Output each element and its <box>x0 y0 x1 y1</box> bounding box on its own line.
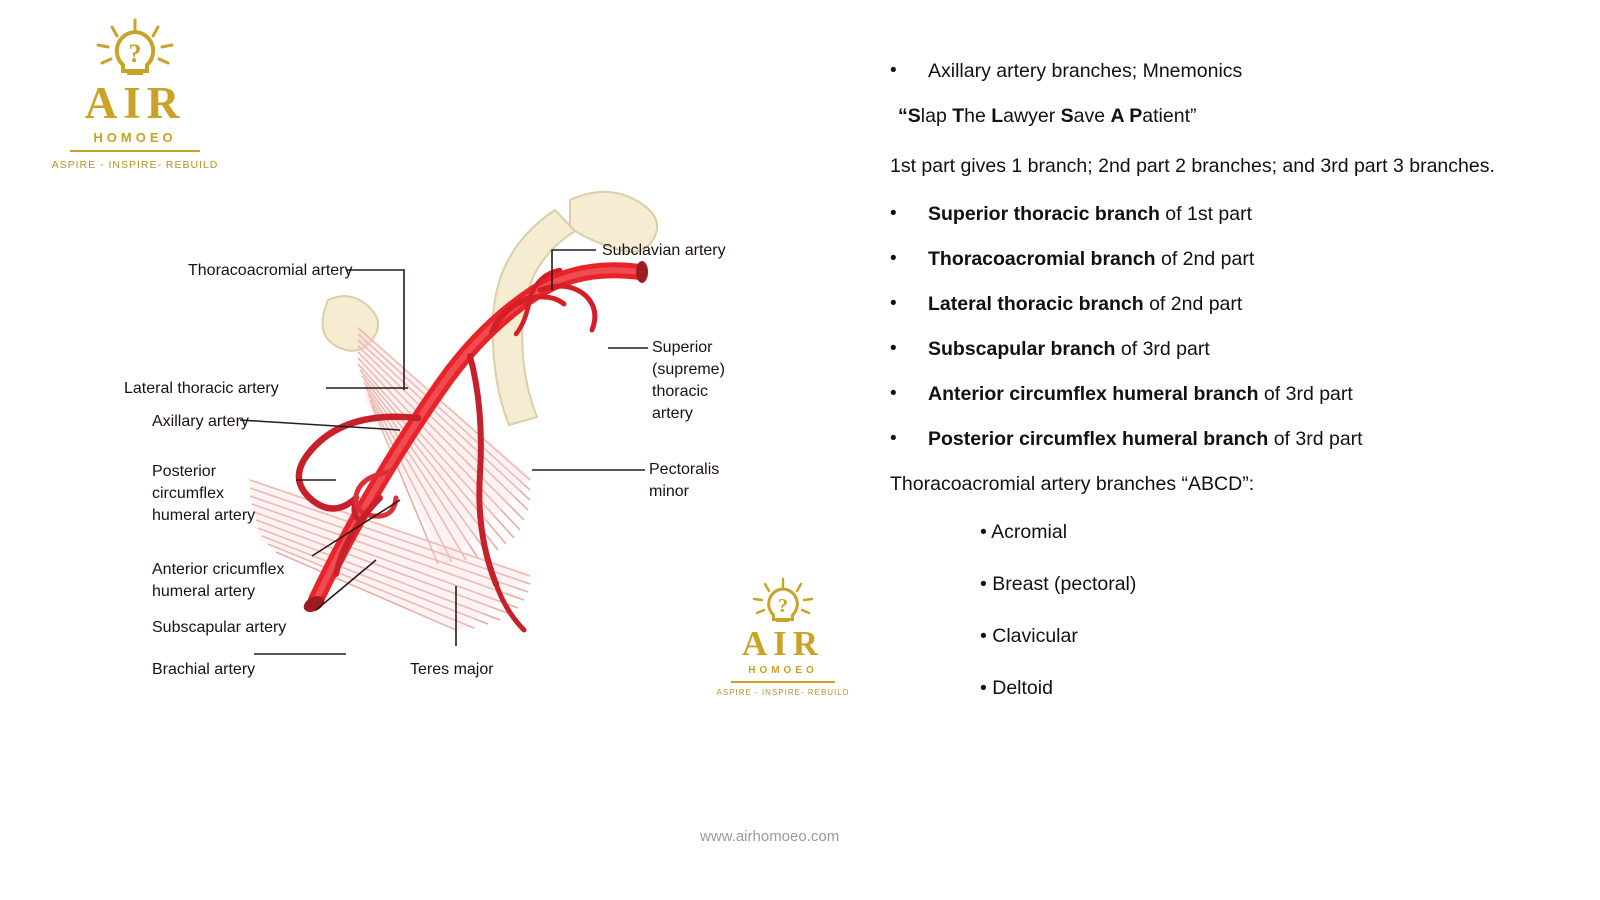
svg-text:?: ? <box>778 595 788 617</box>
svg-text:?: ? <box>128 39 142 68</box>
label-superior-thoracic-4: artery <box>652 405 693 422</box>
label-subclavian: Subclavian artery <box>602 242 726 259</box>
parts-line: 1st part gives 1 branch; 2nd part 2 branches; and 3rd part 3 branches. <box>890 155 1495 177</box>
label-superior-thoracic-1: Superior <box>652 339 713 356</box>
branch-part: of 3rd part <box>1258 383 1353 405</box>
label-thoracoacromial: Thoracoacromial artery <box>188 262 353 279</box>
label-axillary: Axillary artery <box>152 413 249 430</box>
notes-panel <box>890 58 1560 727</box>
label-brachial: Brachial artery <box>152 661 256 678</box>
branch-part: of 3rd part <box>1115 338 1210 360</box>
abcd-label: Deltoid <box>992 677 1053 699</box>
logo-tagline: ASPIRE - INSPIRE- REBUILD <box>51 159 219 171</box>
branch-name: Anterior circumflex humeral branch <box>928 383 1259 405</box>
abcd-label: Clavicular <box>992 625 1078 647</box>
lightbulb-icon <box>40 18 230 80</box>
abcd-item-3 <box>890 623 1560 649</box>
label-posterior-circumflex-2: circumflex <box>152 485 225 502</box>
branch-item-6 <box>890 426 1560 452</box>
label-anterior-circumflex-1: Anterior cricumflex <box>152 561 285 578</box>
label-superior-thoracic-3: thoracic <box>652 383 709 400</box>
branch-name: Superior thoracic branch <box>928 203 1160 225</box>
logo-wordmark: AIR <box>84 78 186 128</box>
bullet-icon: • <box>890 428 897 449</box>
mnemonic-s1: “S <box>898 105 921 127</box>
mnemonic-s2: T <box>952 105 965 127</box>
bullet-icon: • <box>890 60 897 81</box>
bullet-icon: • <box>890 293 897 314</box>
branch-part: of 2nd part <box>1155 248 1255 270</box>
mnemonic-s4: S <box>1060 105 1074 127</box>
mnemonic-t1: lap <box>920 105 953 127</box>
abcd-item-2 <box>890 571 1560 597</box>
abcd-item-1 <box>890 519 1560 545</box>
branch-item-5 <box>890 381 1560 407</box>
branch-item-1 <box>890 201 1560 227</box>
bullet-icon: • <box>980 677 987 699</box>
mnemonic-line <box>890 103 1560 129</box>
footer-url: www.airhomoeo.com <box>700 828 840 845</box>
bullet-icon: • <box>890 203 897 224</box>
branch-name: Subscapular branch <box>928 338 1116 360</box>
label-posterior-circumflex-3: humeral artery <box>152 507 256 524</box>
abcd-item-4 <box>890 675 1560 701</box>
label-posterior-circumflex-1: Posterior <box>152 463 217 480</box>
bullet-icon: • <box>890 338 897 359</box>
mnemonic-s3: L <box>991 105 1004 127</box>
abcd-label: Breast (pectoral) <box>992 573 1137 595</box>
abcd-heading: Thoracoacromial artery branches “ABCD”: <box>890 473 1255 495</box>
label-subscapular: Subscapular artery <box>152 619 287 636</box>
logo-divider <box>70 150 200 152</box>
label-superior-thoracic-2: (supreme) <box>652 361 725 378</box>
branch-item-3 <box>890 291 1560 317</box>
heading-text: Axillary artery branches; Mnemonics <box>928 60 1243 82</box>
label-pectoralis-minor-1: Pectoralis <box>649 461 720 478</box>
branch-part: of 1st part <box>1159 203 1253 225</box>
label-pectoralis-minor-2: minor <box>649 483 690 500</box>
branch-name: Posterior circumflex humeral branch <box>928 428 1269 450</box>
bullet-icon: • <box>980 573 987 595</box>
logo-tagline-small: ASPIRE - INSPIRE- REBUILD <box>716 688 850 697</box>
bullet-icon: • <box>980 521 987 543</box>
label-lateral-thoracic: Lateral thoracic artery <box>124 380 279 397</box>
logo-subtitle-small: HOMOEO <box>748 665 818 676</box>
branch-part: of 2nd part <box>1143 293 1243 315</box>
mnemonic-t5: P <box>1123 105 1143 127</box>
mnemonic-t3: awyer <box>1003 105 1061 127</box>
diagram-svg <box>100 180 820 700</box>
branch-item-2 <box>890 246 1560 272</box>
brand-logo <box>40 18 230 171</box>
logo-subtitle: HOMOEO <box>93 130 177 145</box>
branch-name: Lateral thoracic branch <box>928 293 1144 315</box>
bullet-icon: • <box>980 625 987 647</box>
mnemonic-t2: he <box>964 105 992 127</box>
branch-item-4 <box>890 336 1560 362</box>
branch-name: Thoracoacromial branch <box>928 248 1156 270</box>
heading-bullet <box>890 58 1560 84</box>
axillary-artery-diagram <box>100 180 820 700</box>
bullet-icon: • <box>890 383 897 404</box>
bullet-icon: • <box>890 248 897 269</box>
mnemonic-t6: atient” <box>1142 105 1197 127</box>
logo-wordmark-small: AIR <box>741 624 825 663</box>
branch-part: of 3rd part <box>1268 428 1363 450</box>
mnemonic-s5: A <box>1110 105 1124 127</box>
mnemonic-t4: ave <box>1073 105 1111 127</box>
label-teres-major: Teres major <box>410 661 494 678</box>
label-anterior-circumflex-2: humeral artery <box>152 583 256 600</box>
abcd-label: Acromial <box>991 521 1068 543</box>
